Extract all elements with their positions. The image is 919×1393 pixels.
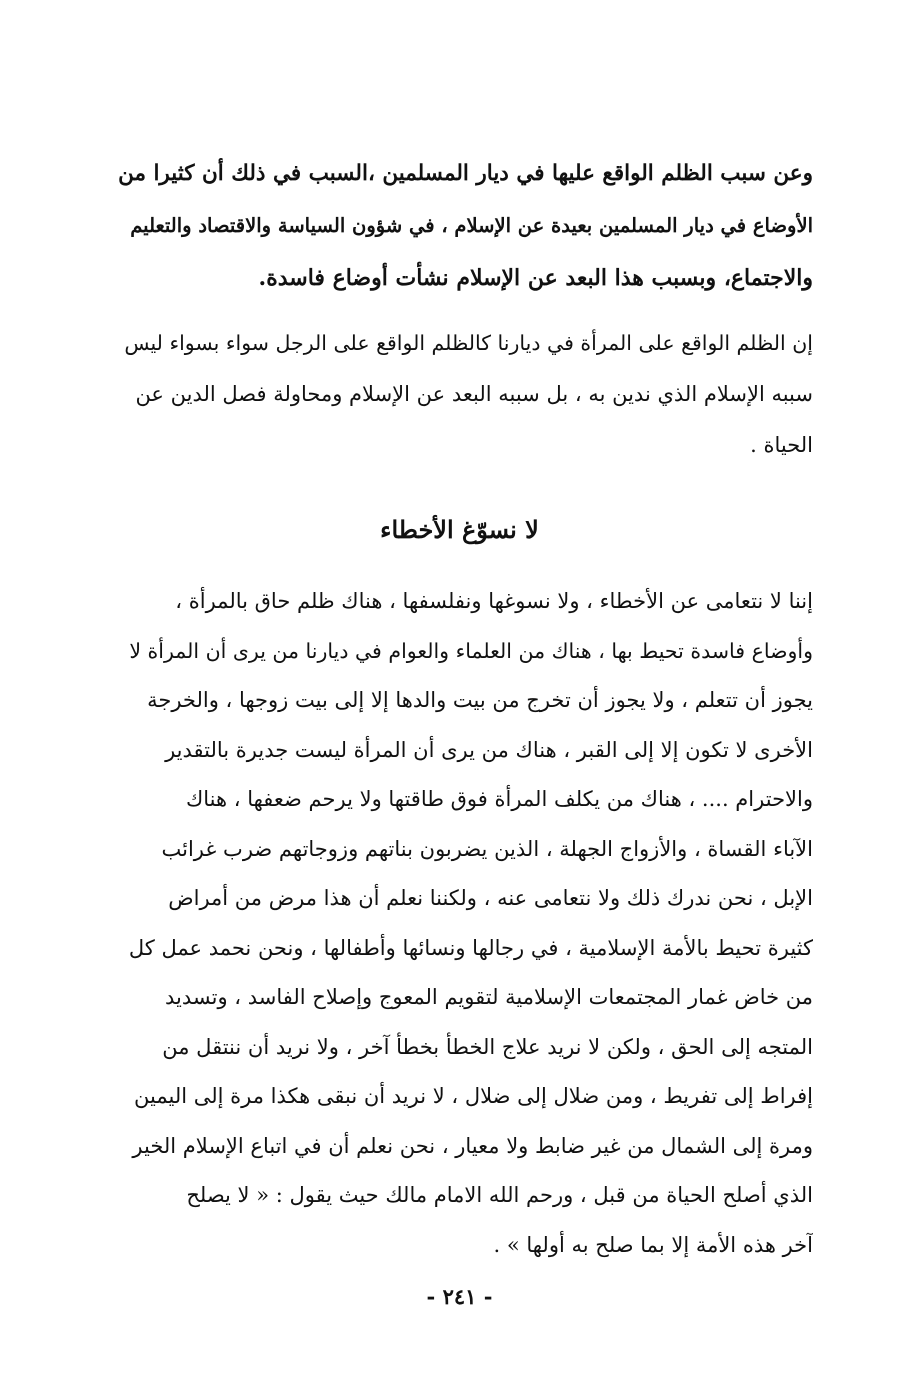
text-line: كثيرة تحيط بالأمة الإسلامية ، في رجالها ونسائها وأطفالها ، ونحن نحمد عمل كل: [128, 935, 813, 960]
text-line: الأوضاع في ديار المسلمين بعيدة عن الإسلام ، في شؤون السياسة والاقتصاد والتعليم: [130, 214, 813, 237]
text-line: وعن سبب الظلم الواقع عليها في ديار المسلمين ،السبب في ذلك أن كثيرا من: [118, 161, 813, 186]
paragraph-3: [118, 577, 813, 1270]
text-line: يجوز أن تتعلم ، ولا يجوز أن تخرج من بيت والدها إلا إلى بيت زوجها ، والخرجة: [147, 688, 813, 712]
section-heading: لا نسوّغ الأخطاء: [380, 515, 539, 544]
text-line: الذي أصلح الحياة من قبل ، ورحم الله الامام مالك حيث يقول : « لا يصلح: [186, 1183, 813, 1207]
paragraph-2: [118, 318, 813, 471]
text-line: والاحترام .... ، هناك من يكلف المرأة فوق طاقتها ولا يرحم ضعفها ، هناك: [185, 787, 813, 811]
text-line: الحياة .: [750, 433, 813, 457]
text-line: الإبل ، نحن ندرك ذلك ولا نتعامى عنه ، ولكننا نعلم أن هذا مرض من أمراض: [168, 886, 813, 910]
text-line: ومرة إلى الشمال من غير ضابط ولا معيار ، نحن نعلم أن في اتباع الإسلام الخير: [132, 1133, 813, 1158]
text-line: من خاض غمار المجتمعات الإسلامية لتقويم المعوج وإصلاح الفاسد ، وتسديد: [165, 985, 813, 1009]
page-number: - ٢٤١ -: [426, 1284, 493, 1309]
text-line: وأوضاع فاسدة تحيط بها ، هناك من العلماء والعوام في ديارنا من يرى أن المرأة لا: [129, 638, 813, 663]
text-line: المتجه إلى الحق ، ولكن لا نريد علاج الخطأ بخطأ آخر ، ولا نريد أن ننتقل من: [162, 1034, 813, 1059]
text-line: إفراط إلى تفريط ، ومن ضلال إلى ضلال ، لا نريد أن نبقى هكذا مرة إلى اليمين: [134, 1084, 813, 1108]
paragraph-1: [118, 148, 813, 304]
text-line: الأخرى لا تكون إلا إلى القبر ، هناك من يرى أن المرأة ليست جديرة بالتقدير: [165, 737, 813, 762]
text-line: إن الظلم الواقع على المرأة في ديارنا كالظلم الواقع على الرجل سواء بسواء ليس: [124, 331, 813, 355]
text-line: والاجتماع، وبسبب هذا البعد عن الإسلام نشأت أوضاع فاسدة.: [258, 265, 813, 291]
text-line: سببه الإسلام الذي ندين به ، بل سببه البعد عن الإسلام ومحاولة فصل الدين عن: [135, 382, 813, 406]
text-line: الآباء القساة ، والأزواج الجهلة ، الذين يضربون بناتهم وزوجاتهم ضرب غرائب: [161, 836, 813, 861]
text-line: آخر هذه الأمة إلا بما صلح به أولها » .: [493, 1232, 813, 1257]
text-line: إننا لا نتعامى عن الأخطاء ، ولا نسوغها ونفلسفها ، هناك ظلم حاق بالمرأة ،: [175, 589, 813, 613]
